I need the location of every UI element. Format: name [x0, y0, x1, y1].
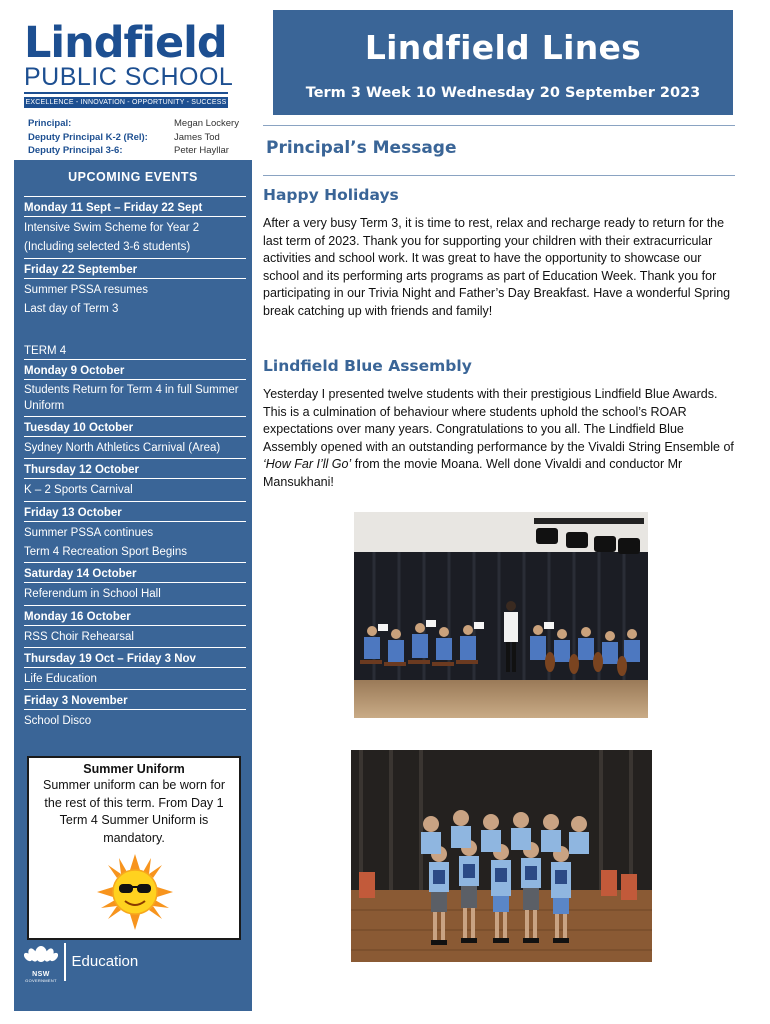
- nsw-education-logo: [24, 940, 138, 983]
- event-item: Summer PSSA resumes: [24, 283, 148, 296]
- event-description: [24, 710, 246, 731]
- event-description: [24, 479, 246, 501]
- assembly-paragraph: [263, 386, 735, 492]
- event-item: Summer PSSA continues: [24, 526, 154, 539]
- event-date: Friday 13 October: [24, 502, 246, 522]
- event-description: [24, 583, 246, 605]
- nsw-education-text: Education: [71, 953, 139, 970]
- staff-row: [28, 117, 252, 131]
- events-title: UPCOMING EVENTS: [68, 170, 198, 184]
- term4-label: TERM 4: [24, 345, 67, 358]
- assembly-text: Yesterday I presented twelve students with their prestigious Lindfield Blue Awards. This is a culmination of behaviour where students uphold the school’s ROAR expectations over many years. Congratulations to you all. The Lindfield Blue Assembly opened with an outstanding performance by the Vivaldi String Ensemble of: [263, 387, 734, 454]
- event-date: Monday 11 Sept – Friday 22 Sept: [24, 196, 246, 217]
- summer-uniform-notice: [27, 756, 241, 940]
- logo-motto: EXCELLENCE - INNOVATION - OPPORTUNITY - SUCCESS: [25, 99, 227, 106]
- uniform-text: Summer uniform can be worn for the rest of this term. From Day 1 Term 4 Summer Uniform is mandatory.: [42, 778, 225, 845]
- event-item: Referendum in School Hall: [24, 588, 161, 601]
- newsletter-date: Term 3 Week 10 Wednesday 20 September 2023: [305, 85, 701, 101]
- sun-with-sunglasses-icon: [97, 854, 173, 935]
- nsw-sublabel: GOVERNMENT: [25, 978, 57, 983]
- logo-subtitle: PUBLIC SCHOOL: [24, 63, 234, 91]
- logo-wordmark: Lindfield: [24, 18, 227, 68]
- newsletter-title: Lindfield Lines: [364, 28, 642, 67]
- staff-role: Deputy Principal 3-6:: [28, 145, 123, 157]
- nsw-divider: [64, 943, 66, 981]
- holidays-heading: Happy Holidays: [263, 186, 399, 204]
- event-date: Monday 16 October: [24, 606, 246, 626]
- assembly-heading: Lindfield Blue Assembly: [263, 357, 472, 375]
- event-date: Monday 9 October: [24, 359, 246, 380]
- staff-name: Megan Lockery: [174, 118, 239, 130]
- event-item: School Disco: [24, 715, 92, 728]
- uniform-title: Summer Uniform: [83, 762, 185, 776]
- event-item: (Including selected 3-6 students): [24, 241, 191, 254]
- nsw-label: NSW: [32, 971, 50, 978]
- event-item: Last day of Term 3: [24, 302, 119, 315]
- staff-row: [28, 131, 252, 145]
- staff-row: [28, 144, 252, 158]
- logo-divider: [24, 92, 228, 94]
- events-sidebar: [14, 160, 252, 1011]
- event-date: Friday 22 September: [24, 259, 246, 279]
- staff-name: James Tod: [174, 131, 220, 143]
- school-logo: [24, 20, 236, 108]
- staff-list: [28, 117, 252, 158]
- event-date: Tuesday 10 October: [24, 417, 246, 437]
- event-date: Thursday 19 Oct – Friday 3 Nov: [24, 648, 246, 668]
- event-item: Term 4 Recreation Sport Begins: [24, 546, 187, 559]
- event-description: [24, 522, 246, 564]
- event-description: [24, 217, 246, 259]
- event-item: K – 2 Sports Carnival: [24, 484, 133, 497]
- event-description: [24, 668, 246, 690]
- event-description: [24, 626, 246, 648]
- award-recipients-photo: [351, 750, 652, 962]
- event-item: Sydney North Athletics Carnival (Area): [24, 442, 221, 455]
- holidays-paragraph: After a very busy Term 3, it is time to rest, relax and recharge ready to return for the last term of 2023. Thank you for supporting your children with their extracurricular activities and school work. It was great to have the opportunity to showcase our school and its performing arts programs as part of Education Week. Thank you for participating in our Trivia Night and Father’s Day Breakfast. Have a wonderful Spring break catching up with friends and family!: [263, 216, 731, 318]
- event-description: [24, 437, 246, 459]
- song-title: ‘How Far I’ll Go’: [263, 457, 352, 472]
- section-rule: [263, 125, 735, 126]
- event-date: Saturday 14 October: [24, 563, 246, 583]
- event-item: Intensive Swim Scheme for Year 2: [24, 222, 200, 234]
- staff-role: Principal:: [28, 118, 72, 130]
- string-ensemble-photo: [354, 512, 648, 718]
- assembly-text: from the movie Moana. Well done Vivaldi and conductor Mr Mansukhani!: [263, 457, 683, 489]
- event-item: RSS Choir Rehearsal: [24, 630, 134, 643]
- event-description: [24, 279, 246, 320]
- event-item: Life Education: [24, 672, 97, 685]
- staff-name: Peter Hayllar: [174, 145, 229, 157]
- section-rule: [263, 175, 735, 176]
- newsletter-masthead: [273, 10, 733, 115]
- nsw-waratah-icon: [24, 940, 58, 983]
- staff-role: Deputy Principal K-2 (Rel):: [28, 131, 148, 143]
- event-description: [24, 380, 246, 417]
- event-item: Students Return for Term 4 in full Summer Uniform: [24, 384, 239, 413]
- events-list: [14, 196, 252, 732]
- event-date: Friday 3 November: [24, 690, 246, 710]
- event-date: Thursday 12 October: [24, 459, 246, 479]
- section-heading: Principal’s Message: [266, 138, 457, 158]
